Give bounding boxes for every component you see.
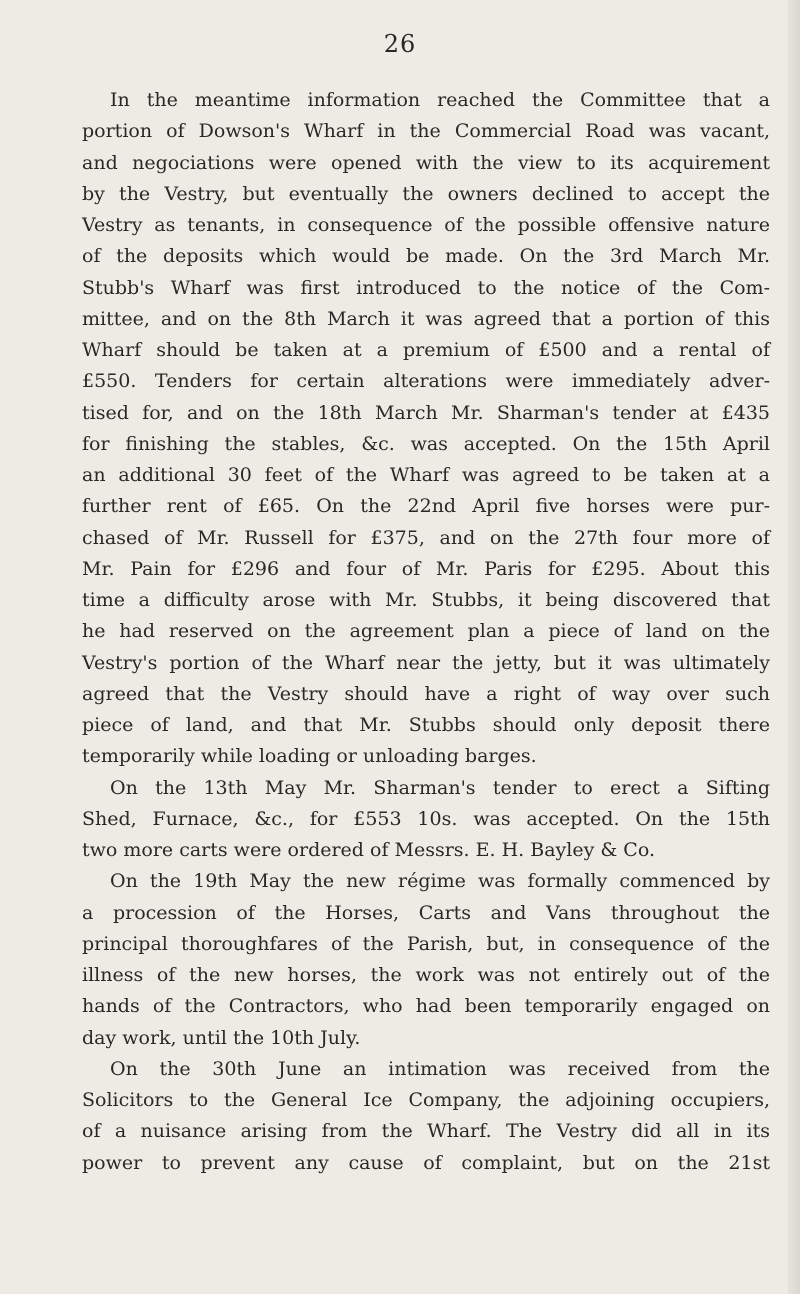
text-line: for finishing the stables, &c. was accepted. On the 15th April <box>82 432 770 455</box>
text-line: Stubb's Wharf was first introduced to the notice of the Com- <box>82 276 770 299</box>
text-line: On the 19th May the new régime was formally commenced by <box>110 870 770 893</box>
text-line: day work, until the 10th July. <box>82 1026 361 1049</box>
text-line: Vestry as tenants, in consequence of the possible offensive nature <box>82 214 770 236</box>
text-line: hands of the Contractors, who had been temporarily engaged on <box>82 995 770 1018</box>
text-line: In the meantime information reached the Committee that a <box>110 89 770 111</box>
text-line: chased of Mr. Russell for £375, and on the 27th four more of <box>82 526 770 549</box>
text-line: temporarily while loading or unloading barges. <box>82 745 537 768</box>
paragraph <box>82 866 770 1054</box>
text-line: by the Vestry, but eventually the owners declined to accept the <box>82 182 770 205</box>
text-line: Wharf should be taken at a premium of £500 and a rental of <box>82 339 770 361</box>
text-line: Mr. Pain for £296 and four of Mr. Paris for £295. About this <box>82 557 770 580</box>
text-line: illness of the new horses, the work was not entirely out of the <box>82 964 770 986</box>
text-line: further rent of £65. On the 22nd April five horses were pur- <box>82 495 770 518</box>
text-line: mittee, and on the 8th March it was agreed that a portion of this <box>82 307 770 330</box>
text-line: tised for, and on the 18th March Mr. Sharman's tender at £435 <box>82 401 770 424</box>
text-line: Vestry's portion of the Wharf near the jetty, but it was ultimately <box>82 651 770 674</box>
text-line: of the deposits which would be made. On the 3rd March Mr. <box>82 245 770 268</box>
text-line: On the 30th June an intimation was received from the <box>110 1057 770 1080</box>
text-line: Solicitors to the General Ice Company, the adjoining occupiers, <box>82 1089 770 1111</box>
paragraph <box>82 773 770 867</box>
text-line: agreed that the Vestry should have a right of way over such <box>82 682 770 705</box>
text-line: two more carts were ordered of Messrs. E. H. Bayley & Co. <box>82 839 655 861</box>
text-line: a procession of the Horses, Carts and Vans throughout the <box>82 901 770 924</box>
text-line: £550. Tenders for certain alterations were immediately adver- <box>82 370 770 393</box>
body-text <box>82 85 770 1179</box>
text-line: and negociations were opened with the view to its acquirement <box>82 151 770 174</box>
text-line: portion of Dowson's Wharf in the Commercial Road was vacant, <box>82 120 770 143</box>
page-edge <box>788 0 800 1294</box>
page-number: 26 <box>383 30 417 58</box>
text-line: of a nuisance arising from the Wharf. The Vestry did all in its <box>82 1120 770 1143</box>
paragraph <box>82 85 770 773</box>
text-line: Shed, Furnace, &c., for £553 10s. was accepted. On the 15th <box>82 807 770 830</box>
text-line: On the 13th May Mr. Sharman's tender to erect a Sifting <box>110 776 770 799</box>
text-line: an additional 30 feet of the Wharf was agreed to be taken at a <box>82 464 770 486</box>
text-line: he had reserved on the agreement plan a piece of land on the <box>82 620 770 643</box>
paragraph <box>82 1054 770 1179</box>
text-line: time a difficulty arose with Mr. Stubbs, it being discovered that <box>82 589 770 611</box>
text-line: principal thoroughfares of the Parish, but, in consequence of the <box>82 932 770 955</box>
text-line: power to prevent any cause of complaint, but on the 21st <box>82 1151 770 1174</box>
text-line: piece of land, and that Mr. Stubbs should only deposit there <box>82 714 770 736</box>
